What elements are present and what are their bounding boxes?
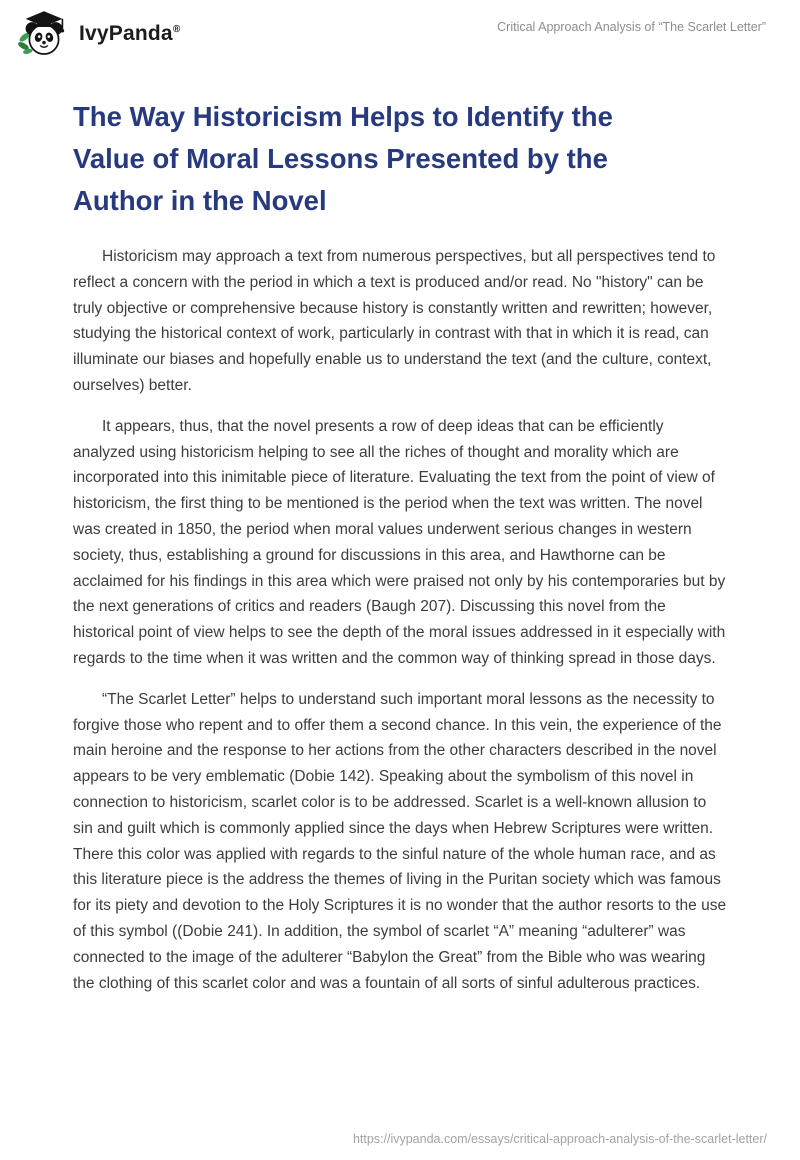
registered-mark: ® — [172, 24, 181, 35]
essay-paragraph-1: Historicism may approach a text from numerous perspectives, but all perspectives tend to reflect a concern with the period in which a text is produced and/or read. No "history" can be truly objective or comprehensive because history is constantly written and rewritten; however, studying the historical context of work, particularly in contrast with that in which it is read, can illuminate our biases and hopefully enable us to understand the text (and the culture, context, ourselves) better. — [73, 248, 716, 394]
brand-text: IvyPanda — [79, 22, 173, 45]
source-url: https://ivypanda.com/essays/critical-approach-analysis-of-the-scarlet-letter/ — [352, 1132, 767, 1146]
essay-paragraph-3: “The Scarlet Letter” helps to understand such important moral lessons as the necessity to forgive those who repent and to offer them a second chance. In this vein, the experience of the main heroine and the response to her actions from the other characters described in the novel appears to be very emblematic (Dobie 142). Speaking about the symbolism of this novel in connection to historicism, scarlet color is to be addressed. Scarlet is a well-known allusion to sin and guilt which is commonly applied since the days when Hebrew Scriptures were written. There this color was applied with regards to the sinful nature of the whole human race, and as this literature piece is the address the themes of living in the Puritan society which was famous for its piety and devotion to the Holy Scriptures it is no wonder that the author resorts to the use of this symbol ((Dobie 241). In addition, the symbol of scarlet “A” meaning “adulterer” was connected to the image of the adulterer “Babylon the Great” from the Bible who was wearing the clothing of this scarlet color and was a fountain of all sorts of sinful adulterous practices. — [73, 690, 727, 992]
document-title-header: Critical Approach Analysis of “The Scarlet Letter” — [497, 20, 766, 34]
ivypanda-panda-logo-icon — [18, 8, 70, 60]
essay-paragraph-2: It appears, thus, that the novel presents a row of deep ideas that can be efficiently analyzed using historicism helping to see all the riches of thought and morality which are incorporated into this inimitable piece of literature. Evaluating the text from the point of view of historicism, the first thing to be mentioned is the period when the text was written. The novel was created in 1850, the period when moral values underwent serious changes in western society, thus, establishing a ground for discussions in this area, and Hawthorne can be acclaimed for his findings in this area which were praised not only by his contemporaries but by the next generations of critics and readers (Baugh 207). Discussing this novel from the historical point of view helps to see the depth of the moral issues addressed in it especially with regards to the time when it was written and the common way of thinking spread in those days. — [73, 417, 726, 667]
essay-heading: The Way Historicism Helps to Identify the Value of Moral Lessons Presented by the Author in the Novel — [73, 101, 613, 216]
essay-body — [0, 96, 800, 996]
brand-name — [79, 22, 180, 46]
brand-block — [18, 8, 180, 60]
page-header — [0, 0, 800, 60]
